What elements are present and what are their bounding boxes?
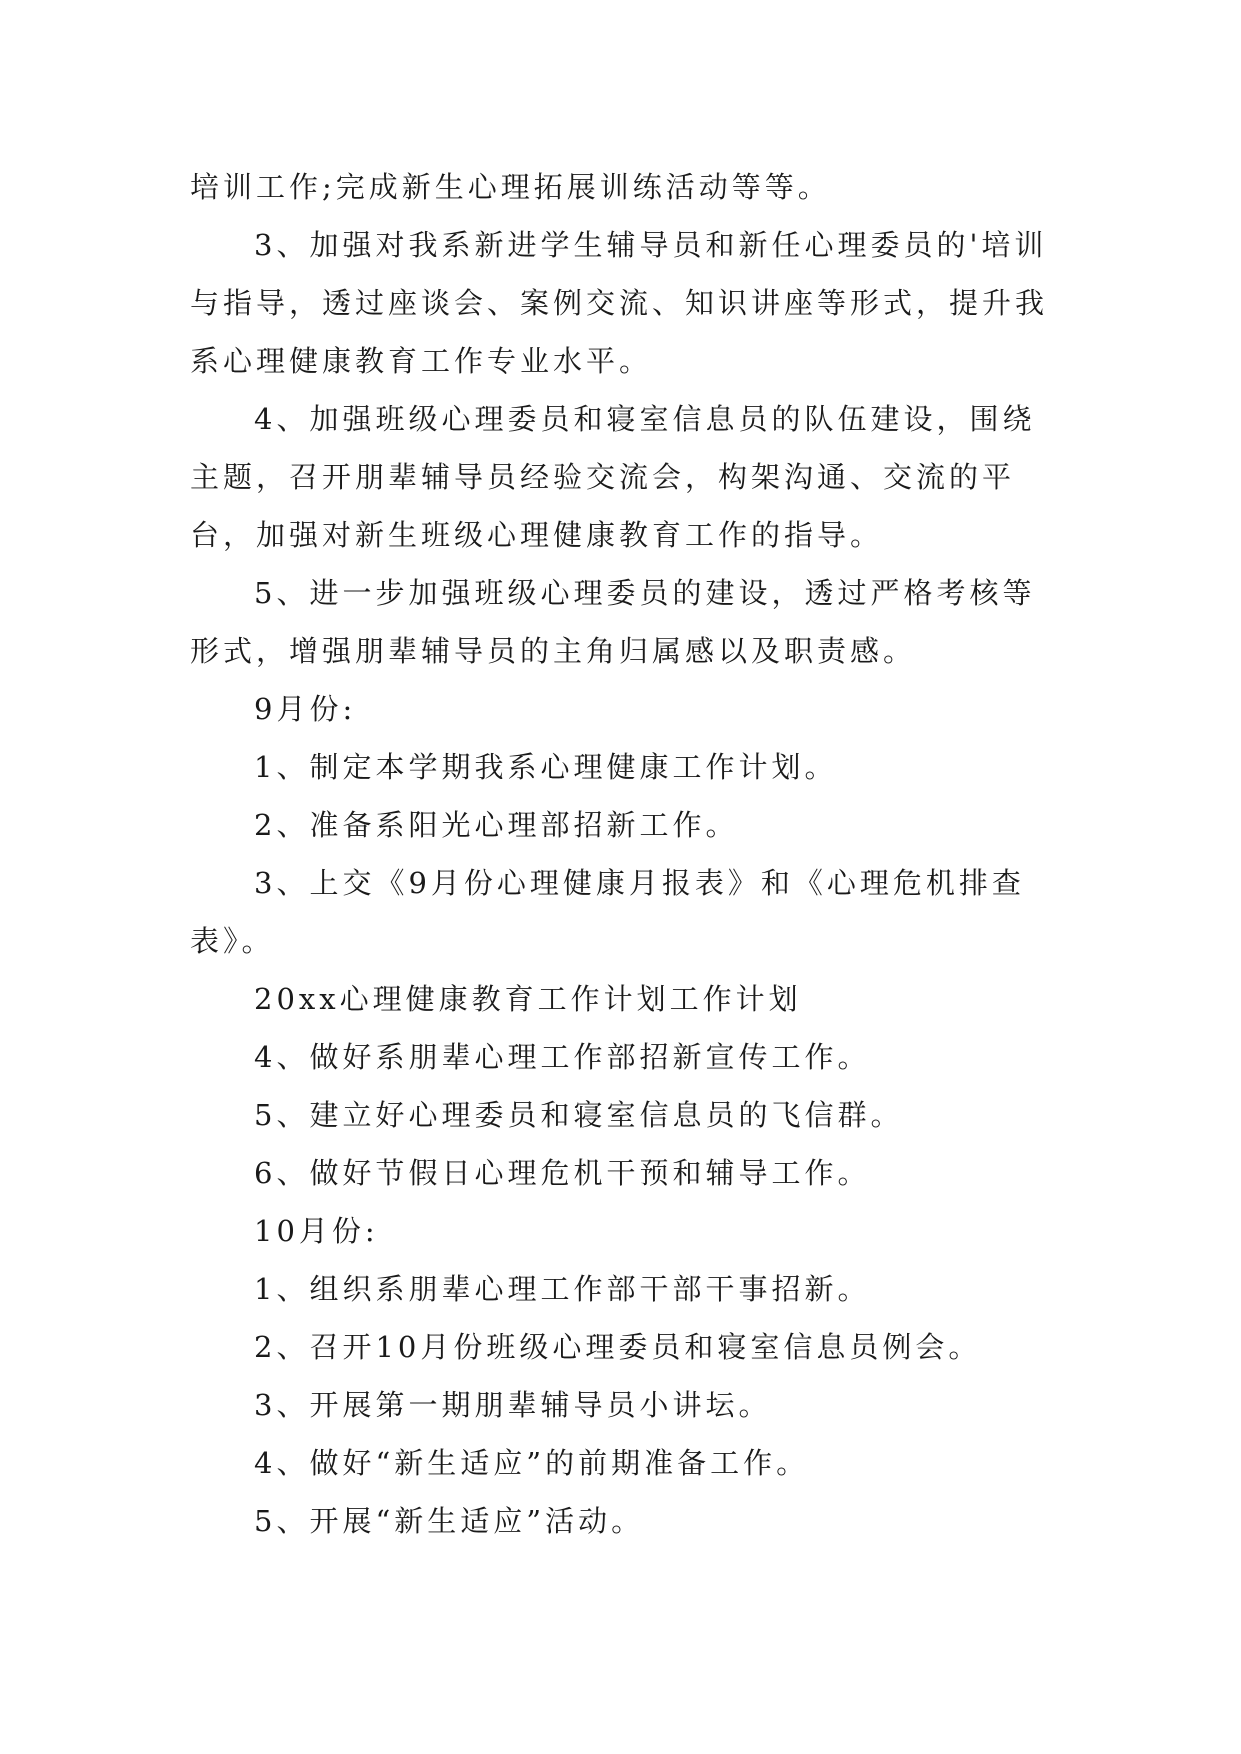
list-item: 4、做好“新生适应”的前期准备工作。 <box>254 1446 810 1480</box>
list-item: 1、制定本学期我系心理健康工作计划。 <box>254 750 838 784</box>
section-heading-september: 9月份: <box>254 692 357 726</box>
paragraph: 4、加强班级心理委员和寝室信息员的队伍建设，围绕主题，召开朋辈辅导员经验交流会，构架沟通、交流的平台，加强对新生班级心理健康教育工作的指导。 <box>190 402 1036 552</box>
paragraph: 5、进一步加强班级心理委员的建设，透过严格考核等形式，增强朋辈辅导员的主角归属感以及职责感。 <box>190 576 1036 668</box>
list-item: 4、做好系朋辈心理工作部招新宣传工作。 <box>254 1040 871 1074</box>
paragraph: 培训工作;完成新生心理拓展训练活动等等。 <box>190 170 831 204</box>
list-item: 5、开展“新生适应”活动。 <box>254 1504 645 1538</box>
list-item: 3、开展第一期朋辈辅导员小讲坛。 <box>254 1388 772 1422</box>
list-item: 3、上交《9月份心理健康月报表》和《心理危机排查表》。 <box>190 866 1025 958</box>
list-item: 2、召开10月份班级心理委员和寝室信息员例会。 <box>254 1330 982 1364</box>
list-item: 6、做好节假日心理危机干预和辅导工作。 <box>254 1156 871 1190</box>
document-body <box>190 158 1050 1550</box>
section-heading-october: 10月份: <box>254 1214 379 1248</box>
list-item: 2、准备系阳光心理部招新工作。 <box>254 808 739 842</box>
inline-title: 20xx心理健康教育工作计划工作计划 <box>254 982 802 1016</box>
paragraph: 3、加强对我系新进学生辅导员和新任心理委员的'培训与指导，透过座谈会、案例交流、知识讲座等形式，提升我系心理健康教育工作专业水平。 <box>190 228 1049 378</box>
list-item: 1、组织系朋辈心理工作部干部干事招新。 <box>254 1272 871 1306</box>
list-item: 5、建立好心理委员和寝室信息员的飞信群。 <box>254 1098 904 1132</box>
